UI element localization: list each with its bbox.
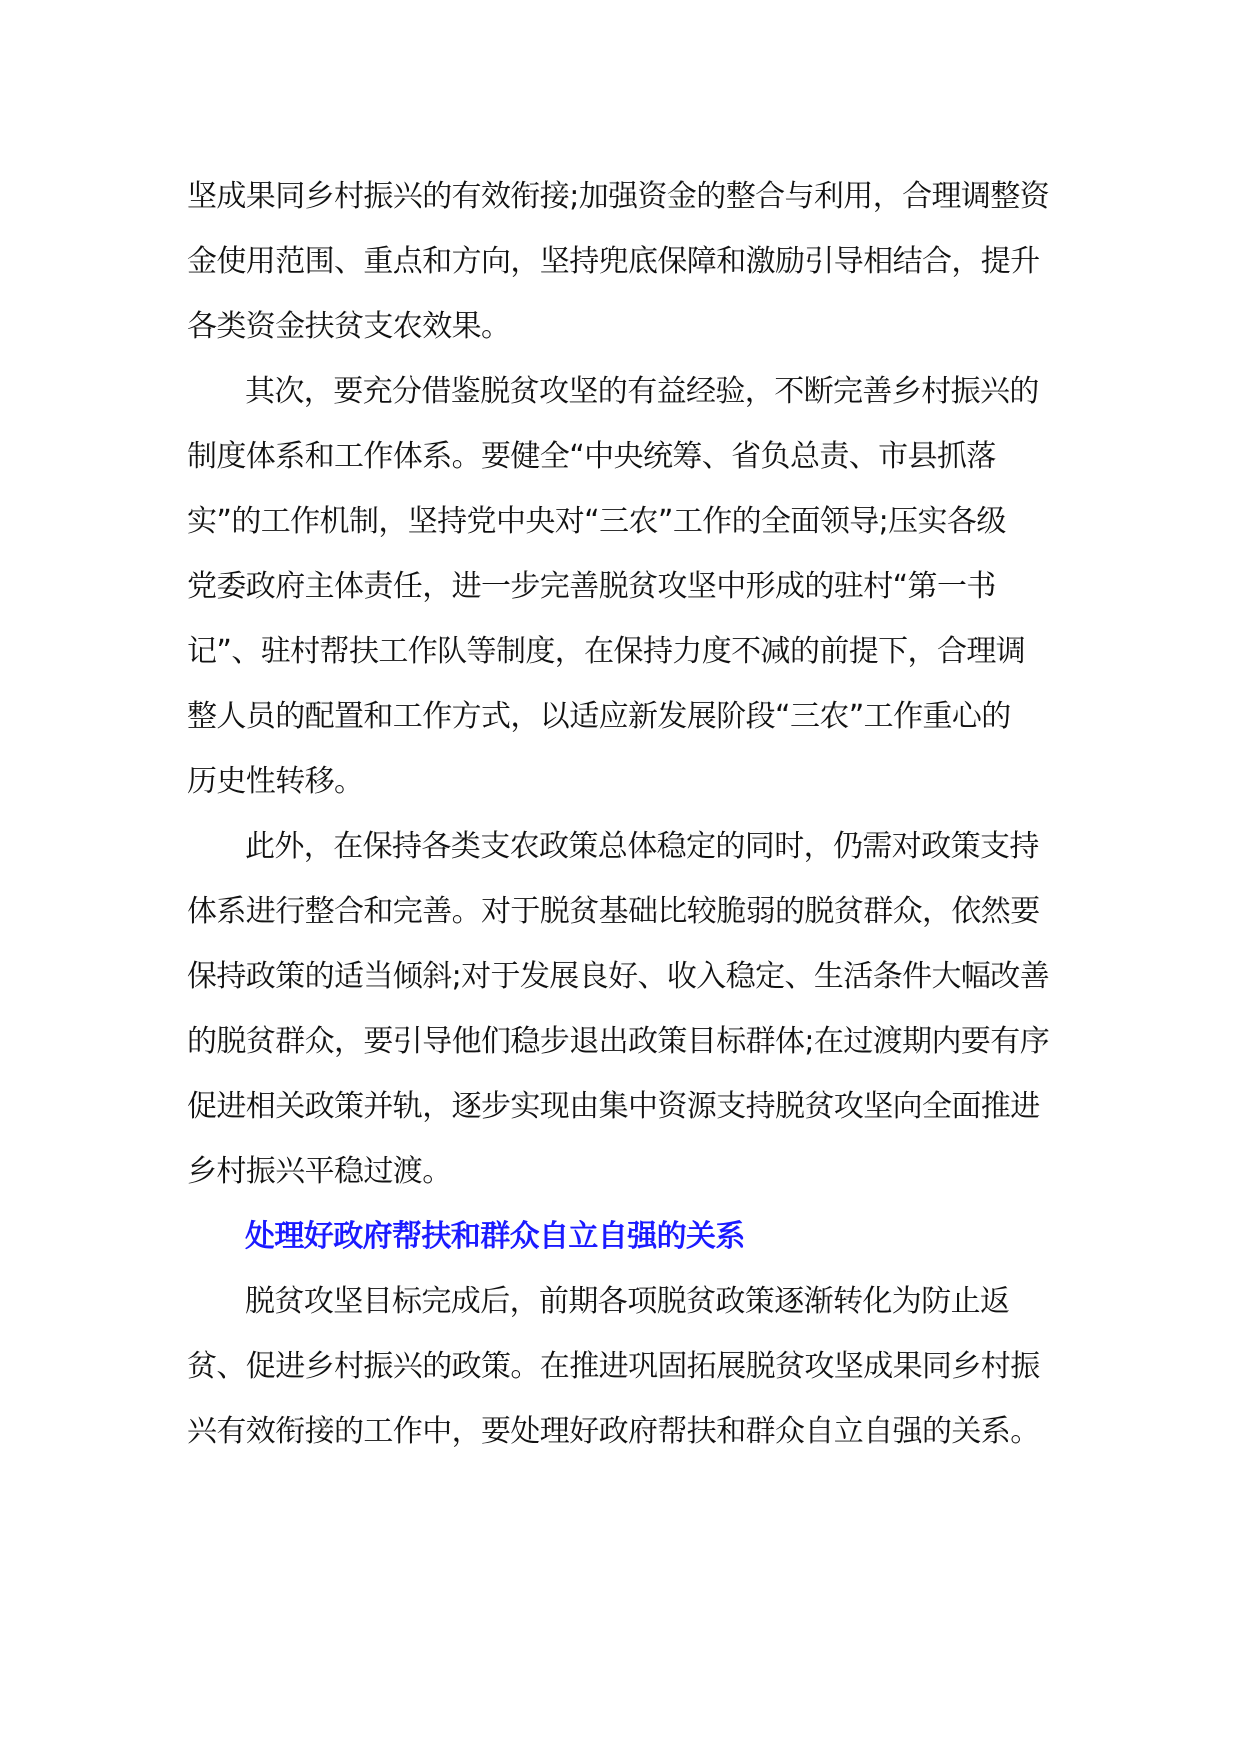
paragraph-continuation (187, 164, 1057, 359)
text-line: 保持政策的适当倾斜;对于发展良好、收入稳定、生活条件大幅改善 (187, 959, 1050, 994)
text-line: 整人员的配置和工作方式，以适应新发展阶段“三农”工作重心的 (187, 699, 1011, 734)
text-line: 实”的工作机制，坚持党中央对“三农”工作的全面领导;压实各级 (187, 504, 1006, 539)
text-line: 制度体系和工作体系。要健全“中央统筹、省负总责、市县抓落 (187, 439, 996, 474)
text-line: 体系进行整合和完善。对于脱贫基础比较脆弱的脱贫群众，依然要 (187, 894, 1040, 929)
text-line: 乡村振兴平稳过渡。 (187, 1154, 452, 1189)
section-heading: 处理好政府帮扶和群众自立自强的关系 (245, 1219, 745, 1254)
text-line: 党委政府主体责任，进一步完善脱贫攻坚中形成的驻村“第一书 (187, 569, 996, 604)
text-line: 兴有效衔接的工作中，要处理好政府帮扶和群众自立自强的关系。 (187, 1414, 1040, 1449)
paragraph-secondly (187, 359, 1057, 814)
text-line: 各类资金扶贫支农效果。 (187, 309, 511, 344)
text-line: 坚成果同乡村振兴的有效衔接;加强资金的整合与利用，合理调整资 (187, 179, 1050, 214)
text-line: 记”、驻村帮扶工作队等制度，在保持力度不减的前提下，合理调 (187, 634, 1026, 669)
text-line: 的脱贫群众，要引导他们稳步退出政策目标群体;在过渡期内要有序 (187, 1024, 1050, 1059)
text-line: 金使用范围、重点和方向，坚持兜底保障和激励引导相结合，提升 (187, 244, 1040, 279)
text-line: 脱贫攻坚目标完成后，前期各项脱贫政策逐渐转化为防止返 (245, 1284, 1010, 1319)
text-line: 此外，在保持各类支农政策总体稳定的同时，仍需对政策支持 (245, 829, 1039, 864)
text-line: 其次，要充分借鉴脱贫攻坚的有益经验，不断完善乡村振兴的 (245, 374, 1039, 409)
paragraph-additionally (187, 814, 1057, 1204)
text-line: 促进相关政策并轨，逐步实现由集中资源支持脱贫攻坚向全面推进 (187, 1089, 1040, 1124)
paragraph-final (187, 1269, 1057, 1464)
text-line: 贫、促进乡村振兴的政策。在推进巩固拓展脱贫攻坚成果同乡村振 (187, 1349, 1040, 1384)
document-body (187, 164, 1057, 1464)
text-line: 历史性转移。 (187, 764, 364, 799)
